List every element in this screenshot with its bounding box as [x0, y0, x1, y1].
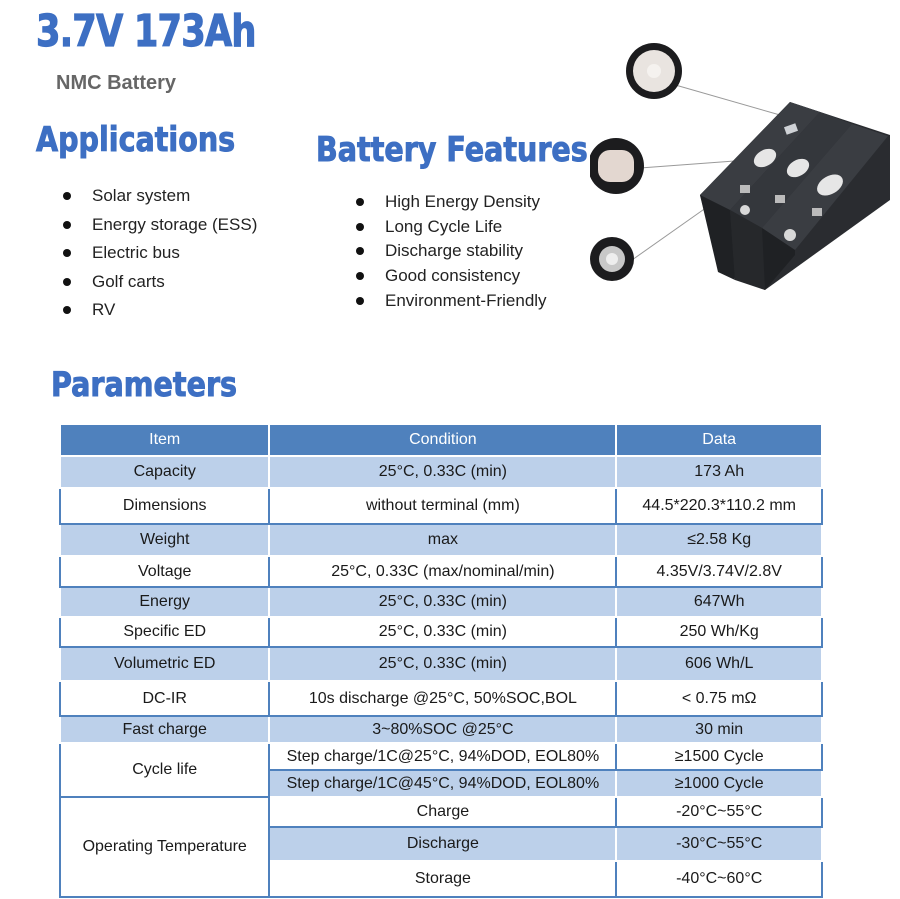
cell-item: Cycle life [60, 743, 269, 797]
table-row [60, 587, 822, 617]
cell-condition: 25°C, 0.33C (min) [269, 617, 616, 647]
column-header: Condition [269, 424, 616, 456]
cell-data: ≥1500 Cycle [616, 743, 822, 770]
cell-data: -30°C~55°C [616, 827, 822, 861]
cell-item: Volumetric ED [60, 647, 269, 681]
list-item: RV [92, 300, 257, 329]
battery-cells-image [590, 40, 890, 300]
cell-condition: Step charge/1C@25°C, 94%DOD, EOL80% [269, 743, 616, 770]
cell-data: -40°C~60°C [616, 861, 822, 897]
cell-condition: 25°C, 0.33C (min) [269, 647, 616, 681]
cell-condition: max [269, 524, 616, 556]
cell-condition: 3~80%SOC @25°C [269, 716, 616, 743]
parameters-table [59, 423, 823, 898]
table-row [60, 797, 822, 827]
column-header: Data [616, 424, 822, 456]
applications-list [92, 186, 257, 329]
table-row [60, 681, 822, 716]
list-item: Solar system [92, 186, 257, 215]
cell-condition: Charge [269, 797, 616, 827]
product-title: 3.7V 173Ah [36, 6, 256, 57]
column-header: Item [60, 424, 269, 456]
cell-data: 250 Wh/Kg [616, 617, 822, 647]
cell-data: ≤2.58 Kg [616, 524, 822, 556]
cell-item: Energy [60, 587, 269, 617]
cell-item: Capacity [60, 456, 269, 488]
cell-item: Weight [60, 524, 269, 556]
cell-item: Specific ED [60, 617, 269, 647]
cell-data: ≥1000 Cycle [616, 770, 822, 797]
cell-condition: 25°C, 0.33C (min) [269, 587, 616, 617]
table-row [60, 456, 822, 488]
cell-item: Fast charge [60, 716, 269, 743]
parameters-heading: Parameters [51, 365, 238, 405]
table-row [60, 743, 822, 770]
cell-data: -20°C~55°C [616, 797, 822, 827]
cell-condition: without terminal (mm) [269, 488, 616, 524]
list-item: Energy storage (ESS) [92, 215, 257, 244]
list-item: Discharge stability [385, 241, 547, 266]
cell-data: 647Wh [616, 587, 822, 617]
cell-item: DC-IR [60, 681, 269, 716]
features-heading: Battery Features [316, 130, 588, 170]
table-row [60, 716, 822, 743]
cell-item: Operating Temperature [60, 797, 269, 897]
list-item: Electric bus [92, 243, 257, 272]
table-header-row [60, 424, 822, 456]
cell-data: 44.5*220.3*110.2 mm [616, 488, 822, 524]
list-item: Environment-Friendly [385, 291, 547, 316]
table-row [60, 647, 822, 681]
cell-condition: 10s discharge @25°C, 50%SOC,BOL [269, 681, 616, 716]
product-subtitle: NMC Battery [56, 72, 177, 94]
table-row [60, 556, 822, 587]
cell-data: 4.35V/3.74V/2.8V [616, 556, 822, 587]
cell-data: 173 Ah [616, 456, 822, 488]
cell-data: 30 min [616, 716, 822, 743]
cell-condition: Step charge/1C@45°C, 94%DOD, EOL80% [269, 770, 616, 797]
list-item: Golf carts [92, 272, 257, 301]
cell-data: 606 Wh/L [616, 647, 822, 681]
cell-item: Dimensions [60, 488, 269, 524]
cell-condition: Storage [269, 861, 616, 897]
list-item: High Energy Density [385, 192, 547, 217]
applications-heading: Applications [36, 120, 236, 160]
features-list [385, 192, 547, 315]
list-item: Good consistency [385, 266, 547, 291]
table-row [60, 617, 822, 647]
cell-item: Voltage [60, 556, 269, 587]
table-row [60, 488, 822, 524]
cell-condition: 25°C, 0.33C (max/nominal/min) [269, 556, 616, 587]
list-item: Long Cycle Life [385, 217, 547, 242]
cell-data: < 0.75 mΩ [616, 681, 822, 716]
cell-condition: 25°C, 0.33C (min) [269, 456, 616, 488]
cell-condition: Discharge [269, 827, 616, 861]
table-row [60, 524, 822, 556]
